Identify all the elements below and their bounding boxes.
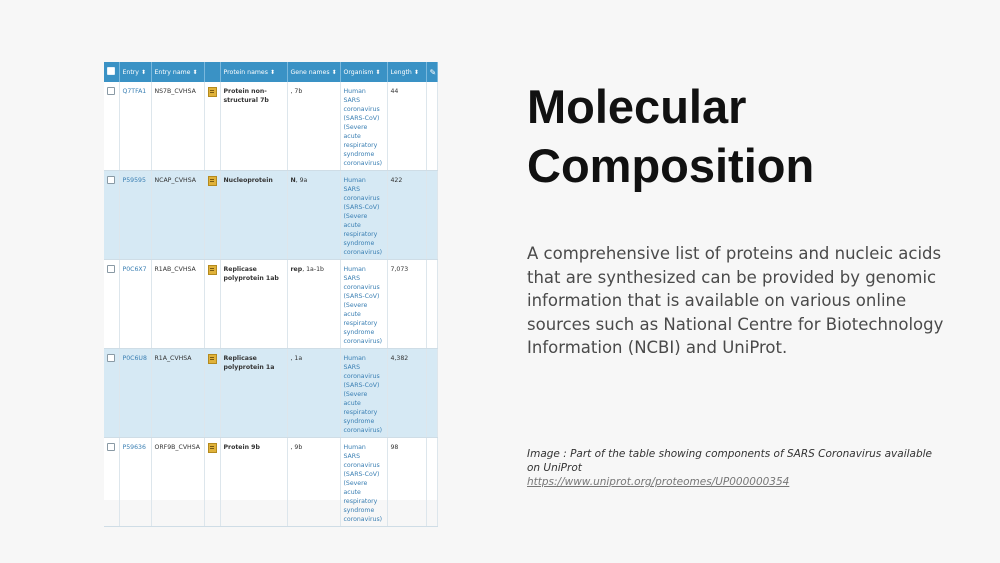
row-checkbox[interactable] [107, 443, 115, 451]
slide-title-line1: Molecular [527, 80, 747, 133]
entry-link[interactable]: P0C6X7 [119, 260, 151, 349]
uniprot-table [104, 62, 438, 527]
table-header-row [104, 62, 437, 82]
select-all-checkbox[interactable] [107, 67, 115, 75]
slide-title-line2: Composition [527, 139, 815, 192]
entry-link[interactable]: Q7TFA1 [119, 82, 151, 171]
gene-names-header[interactable]: Gene names ⬍ [287, 62, 340, 82]
table-row[interactable] [104, 260, 437, 349]
protein-names-header[interactable]: Protein names ⬍ [220, 62, 287, 82]
sort-icon[interactable]: ⬍ [413, 68, 419, 76]
sort-icon[interactable]: ⬍ [375, 68, 381, 76]
protein-name: Protein non-structural 7b [220, 82, 287, 171]
row-checkbox[interactable] [107, 87, 115, 95]
entry-name: R1AB_CVHSA [151, 260, 204, 349]
length-header[interactable]: Length ⬍ [387, 62, 426, 82]
sort-icon[interactable]: ⬍ [269, 68, 275, 76]
table-row[interactable] [104, 171, 437, 260]
length: 422 [387, 171, 426, 260]
slide-description: A comprehensive list of proteins and nucleic acids that are synthesized can be provided by genomic information that is available on various online sources such as National Centre for Biotechnology Information (NCBI) and UniProt. [527, 244, 944, 357]
source-link[interactable]: https://www.uniprot.org/proteomes/UP000000354 [527, 476, 790, 488]
entry-header[interactable]: Entry ⬍ [119, 62, 151, 82]
entry-name: ORF9B_CVHSA [151, 438, 204, 527]
organism-header[interactable]: Organism ⬍ [340, 62, 387, 82]
slide-title [527, 77, 814, 195]
edit-columns-header[interactable] [426, 62, 437, 82]
table-row[interactable] [104, 438, 437, 527]
reviewed-icon [208, 87, 217, 97]
gene-names: , 9b [287, 438, 340, 527]
gene-names: , 1a [287, 349, 340, 438]
status-header [204, 62, 220, 82]
length: 98 [387, 438, 426, 527]
entry-link[interactable]: P59636 [119, 438, 151, 527]
length: 7,073 [387, 260, 426, 349]
organism-link[interactable]: Human SARS coronavirus (SARS-CoV) (Severe acute respiratory syndrome coronavirus) [340, 438, 387, 527]
length: 44 [387, 82, 426, 171]
entry-link[interactable]: P59595 [119, 171, 151, 260]
row-checkbox[interactable] [107, 265, 115, 273]
gene-names: , 7b [287, 82, 340, 171]
sort-icon[interactable]: ⬍ [140, 68, 146, 76]
entry-name-header[interactable]: Entry name ⬍ [151, 62, 204, 82]
row-checkbox[interactable] [107, 354, 115, 362]
uniprot-table-image [104, 62, 437, 523]
select-all-header[interactable] [104, 62, 119, 82]
organism-link[interactable]: Human SARS coronavirus (SARS-CoV) (Severe acute respiratory syndrome coronavirus) [340, 171, 387, 260]
pencil-icon[interactable]: ✎ [429, 67, 437, 77]
entry-name: NCAP_CVHSA [151, 171, 204, 260]
protein-name: Replicase polyprotein 1ab [220, 260, 287, 349]
protein-name: Nucleoprotein [220, 171, 287, 260]
length: 4,382 [387, 349, 426, 438]
reviewed-icon [208, 443, 217, 453]
row-checkbox[interactable] [107, 176, 115, 184]
entry-link[interactable]: P0C6U8 [119, 349, 151, 438]
sort-icon[interactable]: ⬍ [331, 68, 337, 76]
image-caption: Image : Part of the table showing components of SARS Coronavirus available on UniProt [527, 448, 933, 474]
reviewed-icon [208, 265, 217, 275]
protein-name: Replicase polyprotein 1a [220, 349, 287, 438]
gene-names: N, 9a [287, 171, 340, 260]
table-row[interactable] [104, 349, 437, 438]
sort-icon[interactable]: ⬍ [192, 68, 198, 76]
entry-name: NS7B_CVHSA [151, 82, 204, 171]
organism-link[interactable]: Human SARS coronavirus (SARS-CoV) (Severe acute respiratory syndrome coronavirus) [340, 82, 387, 171]
organism-link[interactable]: Human SARS coronavirus (SARS-CoV) (Severe acute respiratory syndrome coronavirus) [340, 260, 387, 349]
table-row[interactable] [104, 82, 437, 171]
reviewed-icon [208, 176, 217, 186]
organism-link[interactable]: Human SARS coronavirus (SARS-CoV) (Severe acute respiratory syndrome coronavirus) [340, 349, 387, 438]
gene-names: rep, 1a-1b [287, 260, 340, 349]
entry-name: R1A_CVHSA [151, 349, 204, 438]
reviewed-icon [208, 354, 217, 364]
protein-name: Protein 9b [220, 438, 287, 527]
